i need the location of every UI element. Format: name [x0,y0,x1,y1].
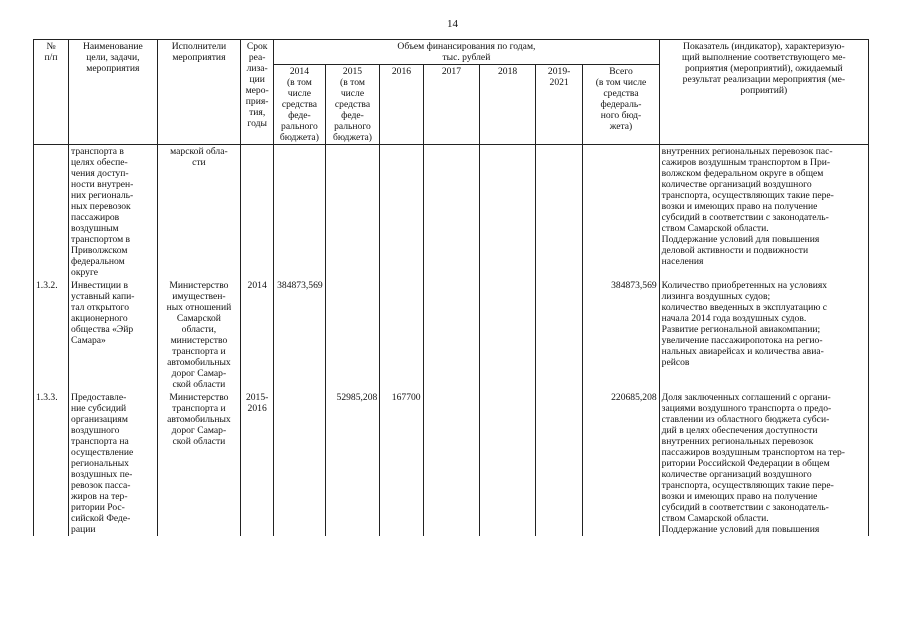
header-term: Срок реа- лиза- ции меро- прия- тия, годы [241,40,274,145]
row-2019-2021 [535,279,582,391]
row-num: 1.3.3. [34,391,69,536]
row-2019-2021 [535,145,582,280]
row-2015: 52985,208 [325,391,380,536]
table-row [34,391,869,536]
header-total: Всего (в том числе средства федераль- ного бюд- жета) [583,65,659,145]
row-name: Предоставле- ние субсидий организациям воздушного транспорта на осуществление региональных воздушных пе- ревозок пасса- жиров на тер- ритории Рос- сийской Феде- рации [69,391,158,536]
row-executors: Министерство транспорта и автомобильных дорог Самар- ской области [157,391,240,536]
header-executors: Исполнители мероприятия [157,40,240,145]
header-2018: 2018 [480,65,536,145]
row-2017 [423,391,480,536]
header-funding: Объем финансирования по годам, тыс. рублей [274,40,660,65]
row-2016 [380,145,423,280]
row-num [34,145,69,280]
row-indicator: Доля заключенных соглашений с органи- зациями воздушного транспорта о предо- ставлении из областного бюджета субси- дий в целях обеспечения доступности внутренних региональных перевозок пассажиров воздушным транспортом на тер- ритории Российской Федерации в общем количестве организаций воздушного транспорта, осуществляющих такие пере- возки и имеющих право на получение субсидий в соответствии с законодатель- ством Самарской области. Поддержание условий для повышения [659,391,868,536]
row-term [241,145,274,280]
row-total: 384873,569 [583,279,659,391]
row-2016: 167700 [380,391,423,536]
header-2017: 2017 [423,65,480,145]
row-2014: 384873,569 [274,279,326,391]
row-term: 2014 [241,279,274,391]
row-2017 [423,279,480,391]
header-2016: 2016 [380,65,423,145]
header-2014: 2014 (в том числе средства феде- рального бюджета) [274,65,326,145]
row-name: Инвестиции в уставный капи- тал открытого акционерного общества «Эйр Самара» [69,279,158,391]
header-num: № п/п [34,40,69,145]
table-row [34,279,869,391]
row-executors: марской обла- сти [157,145,240,280]
table-row [34,145,869,280]
row-indicator: внутренних региональных перевозок пас- сажиров воздушным транспортом в При- волжском федеральном округе в общем количестве организаций воздушного транспорта, осуществляющих такие пере- возки и имеющих право на получение субсидий в соответствии с законодатель- ством Самарской области. Поддержание условий для повышения деловой активности и подвижности населения [659,145,868,280]
row-2017 [423,145,480,280]
row-2016 [380,279,423,391]
header-indicator: Показатель (индикатор), характеризую- щий выполнение соответствующего ме- роприятия (мероприятий), ожидаемый результат реализации мероприятия (ме- роприятий) [659,40,868,145]
page-number: 14 [447,18,458,30]
row-2018 [480,279,536,391]
row-2019-2021 [535,391,582,536]
row-num: 1.3.2. [34,279,69,391]
row-2014 [274,145,326,280]
header-name: Наименование цели, задачи, мероприятия [69,40,158,145]
row-2018 [480,145,536,280]
row-executors: Министерство имуществен- ных отношений Самарской области, министерство транспорта и автомобильных дорог Самар- ской области [157,279,240,391]
header-2019-2021: 2019- 2021 [535,65,582,145]
row-total [583,145,659,280]
row-2018 [480,391,536,536]
row-indicator: Количество приобретенных на условиях лизинга воздушных судов; количество введенных в эксплуатацию с начала 2014 года воздушных судов. Развитие региональной авиакомпании; увеличение пассажиропотока на регио- нальных авиарейсах и количества авиа- рейсов [659,279,868,391]
row-2015 [325,279,380,391]
row-name: транспорта в целях обеспе- чения доступ- ности внутрен- них региональ- ных перевозок пассажиров воздушным транспортом в Приволжском федеральном округе [69,145,158,280]
header-2015: 2015 (в том числе средства феде- рального бюджета) [325,65,380,145]
funding-table [33,39,869,536]
row-2014 [274,391,326,536]
row-term: 2015- 2016 [241,391,274,536]
row-2015 [325,145,380,280]
row-total: 220685,208 [583,391,659,536]
